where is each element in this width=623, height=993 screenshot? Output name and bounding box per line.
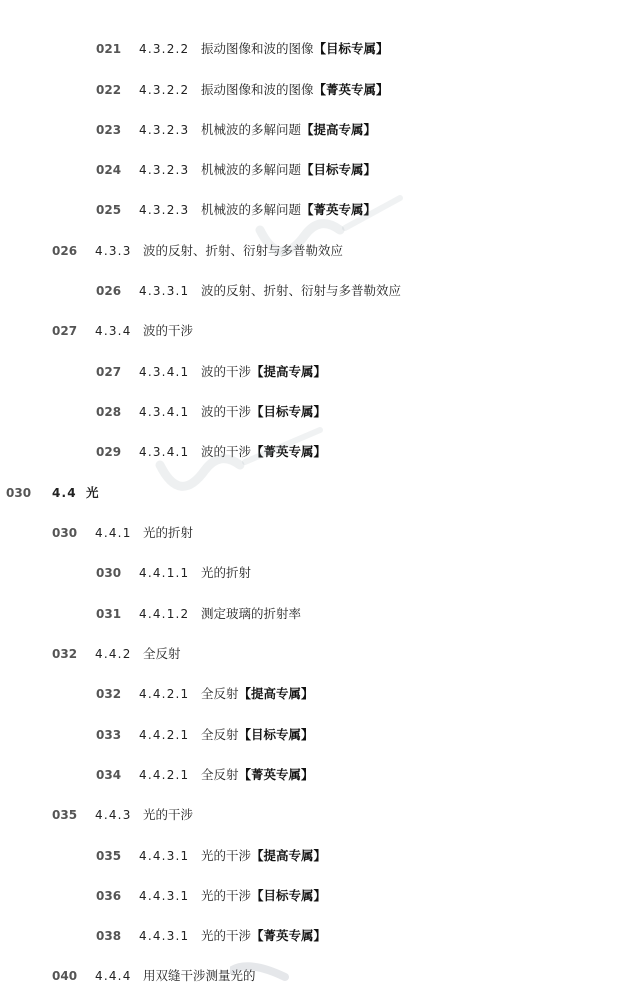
section-title xyxy=(143,321,193,341)
section-title-text: 波的干涉 xyxy=(201,444,252,459)
section-title xyxy=(143,523,193,543)
page-number: 031 xyxy=(96,607,122,621)
section-number: 4.3.2.3 xyxy=(139,123,190,137)
section-title-text: 振动图像和波的图像 xyxy=(201,82,314,97)
section-tag: 【菁英专属】 xyxy=(238,767,314,782)
section-title xyxy=(143,805,193,825)
section-title-text: 波的反射、折射、衍射与多普勒效应 xyxy=(143,243,344,258)
page-number: 023 xyxy=(96,123,122,137)
section-title xyxy=(201,402,326,422)
section-number: 4.4.1.1 xyxy=(139,566,190,580)
page-number: 026 xyxy=(96,284,122,298)
page-number: 027 xyxy=(96,365,122,379)
section-number: 4.3.3 xyxy=(95,244,132,258)
page-number: 034 xyxy=(96,768,122,782)
page-number: 030 xyxy=(52,526,78,540)
page-number: 022 xyxy=(96,83,122,97)
section-title xyxy=(201,80,389,100)
section-title-text: 机械波的多解问题 xyxy=(201,122,302,137)
section-tag: 【目标专属】 xyxy=(251,404,327,419)
section-title xyxy=(201,362,326,382)
section-tag: 【目标专属】 xyxy=(238,727,314,742)
section-title xyxy=(201,160,376,180)
page-number: 035 xyxy=(52,808,78,822)
section-title-text: 波的干涉 xyxy=(201,364,252,379)
section-title-text: 测定玻璃的折射率 xyxy=(201,606,302,621)
section-title xyxy=(201,846,326,866)
page-number: 033 xyxy=(96,728,122,742)
section-number: 4.3.2.3 xyxy=(139,203,190,217)
section-number: 4.4.3.1 xyxy=(139,849,190,863)
section-title-text: 全反射 xyxy=(201,686,239,701)
section-number: 4.4.3.1 xyxy=(139,929,190,943)
section-tag: 【菁英专属】 xyxy=(301,202,377,217)
section-tag: 【提高专属】 xyxy=(251,848,327,863)
section-title xyxy=(86,483,99,503)
section-title xyxy=(201,604,301,624)
section-title-text: 光的干涉 xyxy=(143,807,194,822)
section-number: 4.4.2 xyxy=(95,647,132,661)
section-title xyxy=(201,200,376,220)
section-title xyxy=(201,120,376,140)
section-tag: 【提高专属】 xyxy=(301,122,377,137)
section-number: 4.4.3.1 xyxy=(139,889,190,903)
section-title-text: 用双缝干涉测量光的 xyxy=(143,968,256,983)
section-title-text: 波的干涉 xyxy=(201,404,252,419)
section-title xyxy=(201,563,251,583)
section-title-text: 光的折射 xyxy=(201,565,252,580)
page-number: 030 xyxy=(6,486,32,500)
section-number: 4.3.2.3 xyxy=(139,163,190,177)
page-number: 029 xyxy=(96,445,122,459)
section-title xyxy=(201,725,314,745)
section-tag: 【目标专属】 xyxy=(313,41,389,56)
section-tag: 【目标专属】 xyxy=(301,162,377,177)
section-title xyxy=(201,442,326,462)
section-title xyxy=(201,39,389,59)
section-number: 4.4.2.1 xyxy=(139,728,190,742)
section-number: 4.4.2.1 xyxy=(139,768,190,782)
section-title xyxy=(201,765,314,785)
section-title-text: 光 xyxy=(86,485,99,500)
section-title xyxy=(201,684,314,704)
page-number: 028 xyxy=(96,405,122,419)
section-title-text: 波的反射、折射、衍射与多普勒效应 xyxy=(201,283,402,298)
section-title-text: 机械波的多解问题 xyxy=(201,202,302,217)
section-title xyxy=(201,886,326,906)
page-number: 025 xyxy=(96,203,122,217)
section-tag: 【菁英专属】 xyxy=(251,928,327,943)
section-number: 4.3.4 xyxy=(95,324,132,338)
page-number: 040 xyxy=(52,969,78,983)
section-title-text: 光的干涉 xyxy=(201,928,252,943)
page-number: 032 xyxy=(52,647,78,661)
page-number: 036 xyxy=(96,889,122,903)
page-number: 032 xyxy=(96,687,122,701)
page-number: 038 xyxy=(96,929,122,943)
section-title-text: 全反射 xyxy=(201,727,239,742)
section-number: 4.3.2.2 xyxy=(139,83,190,97)
section-number: 4.4.2.1 xyxy=(139,687,190,701)
section-title-text: 光的干涉 xyxy=(201,888,252,903)
page-number: 024 xyxy=(96,163,122,177)
section-number: 4.3.2.2 xyxy=(139,42,190,56)
section-tag: 【目标专属】 xyxy=(251,888,327,903)
section-number: 4.4.1.2 xyxy=(139,607,190,621)
section-title xyxy=(201,926,326,946)
section-number: 4.3.3.1 xyxy=(139,284,190,298)
section-title xyxy=(143,644,181,664)
section-tag: 【提高专属】 xyxy=(238,686,314,701)
section-number: 4.4 xyxy=(52,486,77,500)
section-title-text: 波的干涉 xyxy=(143,323,194,338)
section-title xyxy=(143,966,256,986)
section-title-text: 光的折射 xyxy=(143,525,194,540)
section-title-text: 全反射 xyxy=(143,646,181,661)
section-title-text: 振动图像和波的图像 xyxy=(201,41,314,56)
section-number: 4.3.4.1 xyxy=(139,405,190,419)
section-tag: 【菁英专属】 xyxy=(251,444,327,459)
page-number: 035 xyxy=(96,849,122,863)
page-number: 021 xyxy=(96,42,122,56)
section-title xyxy=(201,281,401,301)
section-tag: 【提高专属】 xyxy=(251,364,327,379)
section-title-text: 光的干涉 xyxy=(201,848,252,863)
page-number: 027 xyxy=(52,324,78,338)
page-number: 026 xyxy=(52,244,78,258)
section-number: 4.3.4.1 xyxy=(139,365,190,379)
section-title-text: 全反射 xyxy=(201,767,239,782)
page-number: 030 xyxy=(96,566,122,580)
section-title xyxy=(143,241,343,261)
section-tag: 【菁英专属】 xyxy=(313,82,389,97)
section-number: 4.3.4.1 xyxy=(139,445,190,459)
section-number: 4.4.3 xyxy=(95,808,132,822)
section-number: 4.4.4 xyxy=(95,969,132,983)
section-title-text: 机械波的多解问题 xyxy=(201,162,302,177)
section-number: 4.4.1 xyxy=(95,526,132,540)
